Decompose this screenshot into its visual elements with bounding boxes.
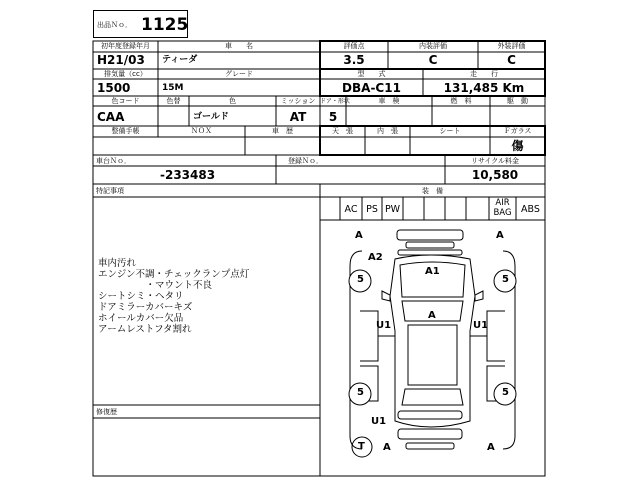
service-book-header: 整備手帳 bbox=[111, 127, 140, 135]
f-glass-value: 傷 bbox=[511, 139, 524, 153]
chassis-no-value: -233483 bbox=[160, 168, 216, 182]
doors-header: ドア・形状 bbox=[320, 98, 350, 105]
model-code-value: DBA-C11 bbox=[342, 81, 401, 95]
damage-a1: A1 bbox=[425, 266, 440, 277]
remark-line: ドアミラーカバーキズ bbox=[98, 302, 193, 313]
int-trim-header: 内 張 bbox=[377, 127, 398, 135]
equip-abs: ABS bbox=[521, 204, 540, 215]
repair-history-header: 修復歴 bbox=[96, 408, 117, 416]
damage-tyre-t: T bbox=[358, 441, 365, 452]
displacement-value: 1500 bbox=[97, 81, 131, 95]
fuel-header: 燃 料 bbox=[450, 97, 472, 105]
recycle-fee-header: リサイクル料金 bbox=[470, 157, 520, 165]
equip-pw: PW bbox=[384, 204, 401, 215]
lot-number-label: 出品Ｎｏ． bbox=[97, 21, 132, 29]
lot-number: 1125 bbox=[141, 15, 189, 35]
drive-header: 駆 動 bbox=[507, 97, 528, 105]
grade-value: 15M bbox=[162, 83, 184, 93]
remark-line: アームレストフタ割れ bbox=[98, 324, 192, 335]
first-reg-value: H21/03 bbox=[97, 53, 145, 67]
displacement-header: 排気量（cc） bbox=[104, 70, 147, 78]
damage-u1-left: U1 bbox=[376, 320, 392, 331]
color-code-value: CAA bbox=[97, 110, 125, 124]
inspection-header: 車 検 bbox=[378, 97, 400, 105]
color-header: 色 bbox=[229, 97, 236, 105]
nox-header: ＮＯＸ bbox=[191, 127, 212, 135]
equipment-header: 装 備 bbox=[422, 187, 443, 195]
transmission-value: AT bbox=[289, 110, 307, 124]
damage-rear-left: A bbox=[383, 442, 391, 453]
model-name-header: 車 名 bbox=[225, 42, 253, 50]
recycle-fee-value: 10,580 bbox=[471, 168, 519, 182]
grade-header: グレード bbox=[225, 70, 253, 78]
damage-a2: A2 bbox=[368, 252, 383, 263]
color-value: ゴールド bbox=[193, 112, 229, 122]
remark-line: シートシミ・ヘタリ bbox=[98, 291, 184, 302]
interior-header: 内装評価 bbox=[419, 42, 447, 50]
mileage-header: 走 行 bbox=[470, 70, 498, 78]
equip-ac: AC bbox=[344, 204, 358, 215]
chassis-no-header: 車台Ｎｏ． bbox=[96, 157, 131, 165]
damage-wheel-fr: 5 bbox=[502, 274, 509, 285]
exterior-header: 外装評価 bbox=[497, 42, 526, 50]
first-reg-header: 初年度登録年月 bbox=[101, 42, 150, 50]
damage-rear-right: A bbox=[487, 442, 495, 453]
equip-ps: PS bbox=[366, 204, 378, 215]
damage-wheel-rr: 5 bbox=[502, 387, 509, 398]
damage-roof: A bbox=[428, 310, 436, 321]
remarks-header: 特記事項 bbox=[96, 187, 124, 195]
remark-line: ・マウント不良 bbox=[98, 280, 213, 291]
car-damage-diagram bbox=[320, 221, 545, 477]
model-name-value: ティーダ bbox=[162, 55, 198, 65]
remark-line: ホイールカバー欠品 bbox=[98, 313, 184, 324]
reg-no-header: 登録Ｎｏ． bbox=[288, 157, 323, 165]
score-header: 評価点 bbox=[343, 42, 365, 50]
f-glass-header: Ｆガラス bbox=[503, 127, 532, 135]
doors-value: 5 bbox=[328, 110, 338, 124]
remark-line: エンジン不調・チェックランプ点灯 bbox=[98, 269, 250, 280]
color-change-header: 色替 bbox=[166, 97, 181, 105]
transmission-header: ミッション bbox=[280, 97, 316, 105]
damage-wheel-fl: 5 bbox=[357, 274, 364, 285]
damage-front-right: A bbox=[496, 230, 504, 241]
ceiling-header: 天 張 bbox=[332, 127, 353, 135]
seat-header: シート bbox=[439, 127, 461, 135]
mileage-value: 131,485 Km bbox=[443, 81, 525, 95]
damage-u1-right: U1 bbox=[473, 320, 489, 331]
history-header: 車 歴 bbox=[272, 127, 293, 135]
damage-wheel-rl: 5 bbox=[357, 387, 364, 398]
color-code-header: 色コード bbox=[111, 97, 140, 105]
remark-line: 車内汚れ bbox=[98, 258, 137, 269]
interior-value: C bbox=[428, 53, 438, 67]
exterior-value: C bbox=[507, 53, 516, 67]
equip-airbag: AIR BAG bbox=[493, 198, 512, 218]
model-code-header: 型 式 bbox=[357, 70, 386, 78]
damage-u1-rear: U1 bbox=[371, 416, 387, 427]
damage-front-left: A bbox=[355, 230, 363, 241]
score-value: 3.5 bbox=[343, 53, 365, 67]
